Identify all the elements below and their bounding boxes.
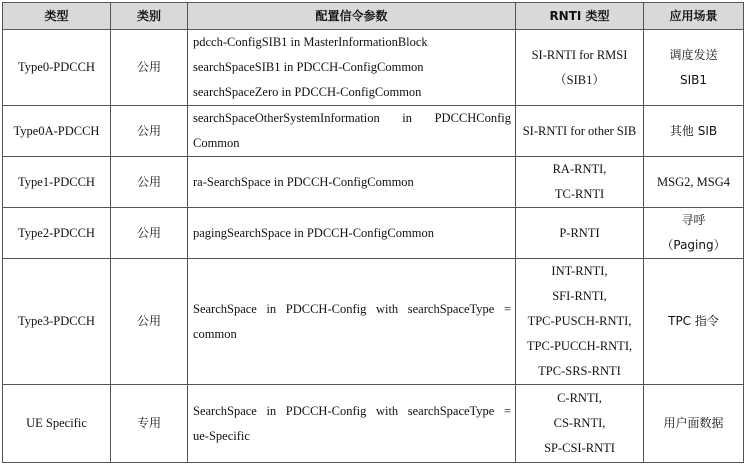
cell-category: 公用 bbox=[111, 157, 188, 208]
param-line: pagingSearchSpace in PDCCH-ConfigCommon bbox=[193, 225, 434, 240]
table-row bbox=[3, 208, 744, 259]
rnti-line: TC-RNTI bbox=[554, 187, 605, 201]
rnti-line: INT-RNTI, bbox=[551, 264, 608, 278]
cell-scenario bbox=[644, 30, 744, 106]
table-header bbox=[3, 3, 744, 30]
table-body bbox=[3, 30, 744, 463]
rnti-line: RA-RNTI, bbox=[552, 162, 607, 176]
scenario-line: MSG2, MSG4 bbox=[657, 174, 730, 189]
cell-type: Type0-PDCCH bbox=[3, 30, 111, 106]
cell-rnti bbox=[516, 385, 644, 463]
header-row bbox=[3, 3, 744, 30]
cell-category: 专用 bbox=[111, 385, 188, 463]
param-line: pdcch-ConfigSIB1 in MasterInformationBlock bbox=[193, 35, 428, 49]
scenario-line: 寻呼 bbox=[681, 213, 706, 227]
cell-type: Type0A-PDCCH bbox=[3, 106, 111, 157]
rnti-line: SP-CSI-RNTI bbox=[544, 441, 615, 455]
cell-params bbox=[188, 30, 516, 106]
param-line: common bbox=[193, 326, 237, 341]
rnti-line: C-RNTI, bbox=[557, 391, 602, 405]
header-type: 类型 bbox=[3, 3, 111, 30]
cell-scenario: 用户面数据 bbox=[644, 385, 744, 463]
cell-type: UE Specific bbox=[3, 385, 111, 463]
scenario-line: 其他 SIB bbox=[669, 123, 718, 138]
param-line: SearchSpace in PDCCH-Config with searchSpaceType = bbox=[193, 301, 511, 316]
cell-scenario bbox=[644, 157, 744, 208]
header-config-params: 配置信令参数 bbox=[188, 3, 516, 30]
param-line: searchSpaceZero in PDCCH-ConfigCommon bbox=[193, 85, 422, 99]
cell-params bbox=[188, 208, 516, 259]
rnti-line: SI-RNTI for RMSI bbox=[531, 47, 628, 62]
cell-type: Type2-PDCCH bbox=[3, 208, 111, 259]
rnti-line: P-RNTI bbox=[559, 225, 600, 240]
cell-rnti bbox=[516, 259, 644, 385]
cell-params bbox=[188, 385, 516, 463]
scenario-line: （Paging） bbox=[661, 238, 726, 252]
table-row bbox=[3, 30, 744, 106]
cell-scenario bbox=[644, 208, 744, 259]
cell-type: Type3-PDCCH bbox=[3, 259, 111, 385]
cell-params bbox=[188, 259, 516, 385]
cell-category: 公用 bbox=[111, 106, 188, 157]
cell-params bbox=[188, 157, 516, 208]
cell-category: 公用 bbox=[111, 259, 188, 385]
header-rnti-type: RNTI 类型 bbox=[516, 3, 644, 30]
rnti-line: TPC-PUSCH-RNTI, bbox=[527, 314, 632, 328]
search-space-table bbox=[2, 2, 744, 463]
cell-params bbox=[188, 106, 516, 157]
cell-rnti bbox=[516, 208, 644, 259]
table-row bbox=[3, 106, 744, 157]
param-line: ue-Specific bbox=[193, 428, 250, 443]
rnti-line: SFI-RNTI, bbox=[552, 289, 607, 303]
table-row bbox=[3, 157, 744, 208]
param-line: SearchSpace in PDCCH-Config with searchSpaceType = bbox=[193, 403, 511, 418]
param-line: ra-SearchSpace in PDCCH-ConfigCommon bbox=[193, 174, 414, 189]
cell-category: 公用 bbox=[111, 30, 188, 106]
cell-rnti bbox=[516, 30, 644, 106]
cell-scenario: TPC 指令 bbox=[644, 259, 744, 385]
cell-type: Type1-PDCCH bbox=[3, 157, 111, 208]
cell-rnti bbox=[516, 106, 644, 157]
table-row bbox=[3, 385, 744, 463]
rnti-line: （SIB1） bbox=[554, 72, 605, 87]
cell-category: 公用 bbox=[111, 208, 188, 259]
scenario-line: SIB1 bbox=[679, 72, 708, 87]
rnti-line: CS-RNTI, bbox=[553, 416, 606, 430]
rnti-line: TPC-PUCCH-RNTI, bbox=[526, 339, 633, 353]
header-category: 类别 bbox=[111, 3, 188, 30]
param-line: searchSpaceOtherSystemInformation in PDCCHConfig bbox=[193, 111, 511, 125]
rnti-line: SI-RNTI for other SIB bbox=[522, 123, 637, 138]
table-row bbox=[3, 259, 744, 385]
header-scenario: 应用场景 bbox=[644, 3, 744, 30]
scenario-line: 调度发送 bbox=[669, 47, 718, 62]
rnti-line: TPC-SRS-RNTI bbox=[538, 364, 621, 378]
cell-rnti bbox=[516, 157, 644, 208]
param-line: searchSpaceSIB1 in PDCCH-ConfigCommon bbox=[193, 60, 424, 74]
cell-scenario bbox=[644, 106, 744, 157]
param-line: Common bbox=[193, 136, 240, 150]
